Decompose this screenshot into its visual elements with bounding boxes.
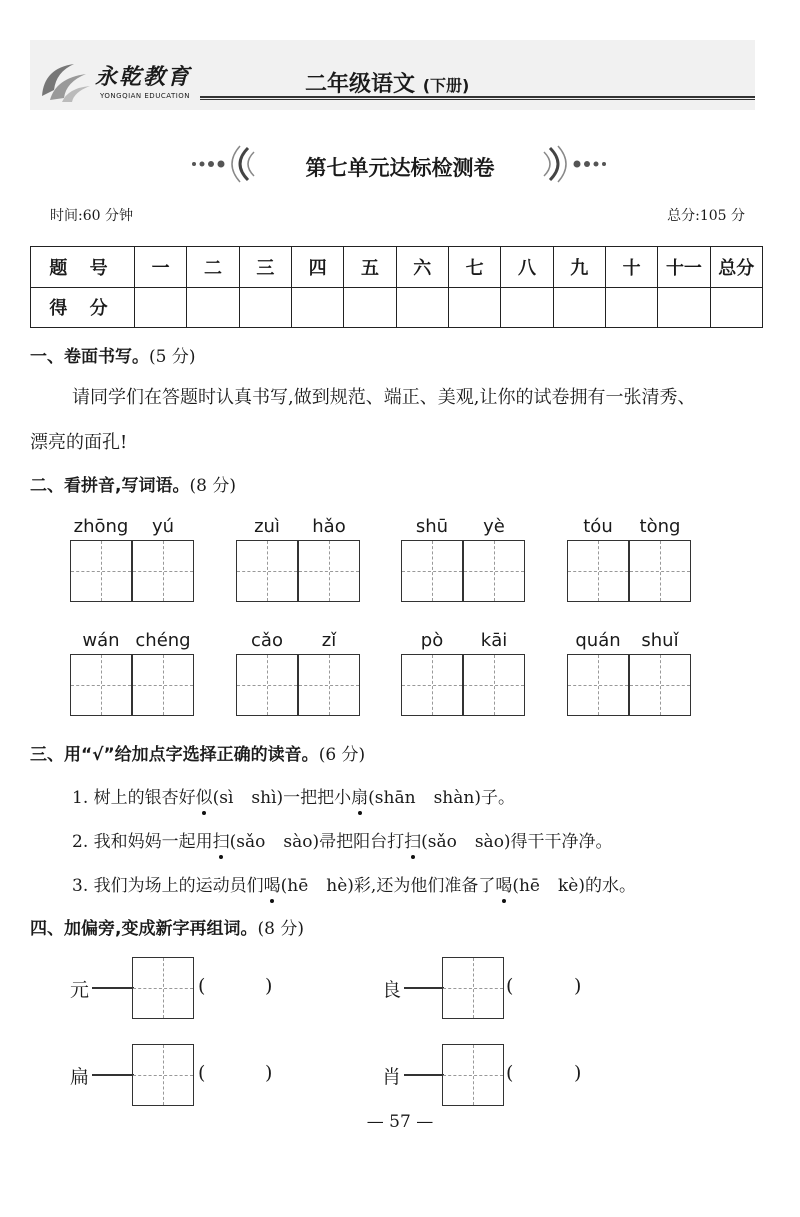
writing-box[interactable] xyxy=(236,540,298,602)
section2-title xyxy=(30,471,236,496)
column-header: 九 xyxy=(553,247,605,288)
word-answer-field[interactable] xyxy=(212,1060,262,1086)
connector-line xyxy=(404,987,444,989)
column-header: 四 xyxy=(291,247,343,288)
page-number: — 57 — xyxy=(366,1112,434,1132)
connector-line xyxy=(92,1074,134,1076)
column-header: 一 xyxy=(135,247,187,288)
paren-open: ( xyxy=(506,975,514,997)
pinyin-syllable: zhōng xyxy=(73,516,129,537)
paren-open: ( xyxy=(198,975,206,997)
writing-box[interactable] xyxy=(132,654,194,716)
column-header: 八 xyxy=(501,247,553,288)
pinyin-syllable: tóu xyxy=(583,516,613,537)
sentence-text: 3. 我们为场上的运动员们 xyxy=(72,876,264,896)
sentence-text: shàn)子。 xyxy=(433,788,515,808)
section3-title xyxy=(30,740,365,765)
reading-option[interactable]: (hē xyxy=(280,876,309,896)
score-cell[interactable] xyxy=(396,287,448,328)
writing-box[interactable] xyxy=(70,540,132,602)
reading-question-1 xyxy=(72,783,515,808)
section1-text-line1: 请同学们在答题时认真书写,做到规范、端正、美观,让你的试卷拥有一张清秀、 xyxy=(72,387,696,408)
sentence-text: hè)彩,还为他们准备了 xyxy=(326,876,496,896)
section3-points: (6 分) xyxy=(318,745,366,765)
score-cell[interactable] xyxy=(553,287,605,328)
writing-box[interactable] xyxy=(132,1044,194,1106)
brand-name-english: YONGQIAN EDUCATION xyxy=(100,92,191,100)
pinyin-syllable: tòng xyxy=(639,516,681,537)
score-cell[interactable] xyxy=(239,287,291,328)
table-row xyxy=(31,247,763,288)
pinyin-syllable: yè xyxy=(483,516,505,537)
pinyin-syllable: cǎo xyxy=(251,630,283,651)
section4-heading: 四、加偏旁,变成新字再组词。 xyxy=(30,919,258,939)
writing-box[interactable] xyxy=(567,654,629,716)
section4-title xyxy=(30,914,304,939)
header-rule xyxy=(200,96,755,100)
section1-heading: 一、卷面书写。 xyxy=(30,347,149,367)
score-cell[interactable] xyxy=(448,287,500,328)
reading-option[interactable]: (hē xyxy=(512,876,540,896)
word-answer-field[interactable] xyxy=(520,973,570,999)
connector-line xyxy=(404,1074,444,1076)
writing-box[interactable] xyxy=(629,540,691,602)
dotted-character: 似 xyxy=(195,788,213,808)
reading-question-2 xyxy=(72,827,613,852)
word-answer-field[interactable] xyxy=(520,1060,570,1086)
reading-option[interactable]: (sǎo xyxy=(421,832,457,852)
time-limit: 时间:60 分钟 xyxy=(50,208,133,224)
question-number-label: 题 号 xyxy=(31,247,135,288)
sentence-text: shì)一把把小 xyxy=(251,788,352,808)
pinyin-syllable: zuì xyxy=(254,516,280,537)
grade-subject: 二年级语文 xyxy=(305,72,416,97)
section4-points: (8 分) xyxy=(257,919,304,939)
column-header: 七 xyxy=(448,247,500,288)
writing-box[interactable] xyxy=(70,654,132,716)
score-cell[interactable] xyxy=(658,287,710,328)
writing-box[interactable] xyxy=(463,540,525,602)
pinyin-syllable: shū xyxy=(415,516,449,537)
sentence-text: 1. 树上的银杏好 xyxy=(72,788,196,808)
base-character: 肖 xyxy=(382,1066,402,1088)
total-score: 总分:105 分 xyxy=(667,208,745,224)
paren-close: ) xyxy=(265,975,273,997)
brand-name: 永乾教育 xyxy=(95,64,192,90)
sentence-text: kè)的水。 xyxy=(557,876,636,896)
column-header: 五 xyxy=(344,247,396,288)
score-table xyxy=(30,246,763,328)
column-header: 二 xyxy=(187,247,239,288)
score-cell[interactable] xyxy=(710,287,762,328)
section1-points: (5 分) xyxy=(149,347,196,367)
page-title xyxy=(305,67,469,98)
column-header: 十一 xyxy=(658,247,710,288)
title-ornament-right-icon xyxy=(520,144,610,184)
writing-box[interactable] xyxy=(629,654,691,716)
reading-option[interactable]: (sì xyxy=(212,788,234,808)
connector-line xyxy=(92,987,134,989)
paren-close: ) xyxy=(574,975,582,997)
sentence-text: 2. 我和妈妈一起用 xyxy=(72,832,213,852)
base-character: 元 xyxy=(70,979,90,1001)
section2-points: (8 分) xyxy=(189,476,236,496)
reading-question-3 xyxy=(72,871,636,896)
paren-open: ( xyxy=(506,1062,514,1084)
column-header: 十 xyxy=(605,247,657,288)
reading-option[interactable]: (sǎo xyxy=(229,832,266,852)
pinyin-syllable: pò xyxy=(420,630,444,651)
score-cell[interactable] xyxy=(605,287,657,328)
writing-box[interactable] xyxy=(401,540,463,602)
swirl-logo-icon xyxy=(34,56,94,106)
unit-title: 第七单元达标检测卷 xyxy=(305,156,495,180)
writing-box[interactable] xyxy=(442,957,504,1019)
score-label: 得 分 xyxy=(31,287,135,328)
column-header: 总分 xyxy=(710,247,762,288)
pinyin-syllable: quán xyxy=(575,630,621,651)
column-header: 六 xyxy=(396,247,448,288)
column-header: 三 xyxy=(239,247,291,288)
score-cell[interactable] xyxy=(501,287,553,328)
volume-label: (下册) xyxy=(422,76,470,95)
dotted-character: 喝 xyxy=(263,876,281,896)
writing-box[interactable] xyxy=(298,540,360,602)
writing-box[interactable] xyxy=(132,540,194,602)
score-cell[interactable] xyxy=(344,287,396,328)
table-row xyxy=(31,287,763,328)
section1-text-line2: 漂亮的面孔! xyxy=(30,432,128,453)
pinyin-syllable: hǎo xyxy=(312,516,346,537)
word-answer-field[interactable] xyxy=(212,973,262,999)
paren-close: ) xyxy=(265,1062,273,1084)
score-cell[interactable] xyxy=(135,287,187,328)
sentence-text: sào)帚把阳台打 xyxy=(283,832,405,852)
dotted-character: 扫 xyxy=(212,832,230,852)
dotted-character: 扇 xyxy=(351,788,369,808)
sentence-text: sào)得干干净净。 xyxy=(474,832,613,852)
pinyin-syllable: yú xyxy=(151,516,175,537)
base-character: 扁 xyxy=(70,1066,90,1088)
paren-close: ) xyxy=(574,1062,582,1084)
paren-open: ( xyxy=(198,1062,206,1084)
writing-box[interactable] xyxy=(442,1044,504,1106)
pinyin-syllable: zǐ xyxy=(321,630,337,651)
base-character: 良 xyxy=(382,979,402,1001)
dotted-character: 扫 xyxy=(404,832,422,852)
score-cell[interactable] xyxy=(291,287,343,328)
dotted-character: 喝 xyxy=(495,876,513,896)
writing-box[interactable] xyxy=(567,540,629,602)
writing-box[interactable] xyxy=(463,654,525,716)
writing-box[interactable] xyxy=(401,654,463,716)
score-cell[interactable] xyxy=(187,287,239,328)
writing-box[interactable] xyxy=(236,654,298,716)
section3-heading: 三、用“√”给加点字选择正确的读音。 xyxy=(30,745,319,765)
writing-box[interactable] xyxy=(298,654,360,716)
section1-title xyxy=(30,342,195,367)
reading-option[interactable]: (shān xyxy=(368,788,416,808)
section2-heading: 二、看拼音,写词语。 xyxy=(30,476,190,496)
pinyin-syllable: kāi xyxy=(480,630,508,651)
pinyin-syllable: wán xyxy=(82,630,120,651)
pinyin-syllable: shuǐ xyxy=(641,630,679,651)
pinyin-syllable: chéng xyxy=(135,630,191,651)
writing-box[interactable] xyxy=(132,957,194,1019)
